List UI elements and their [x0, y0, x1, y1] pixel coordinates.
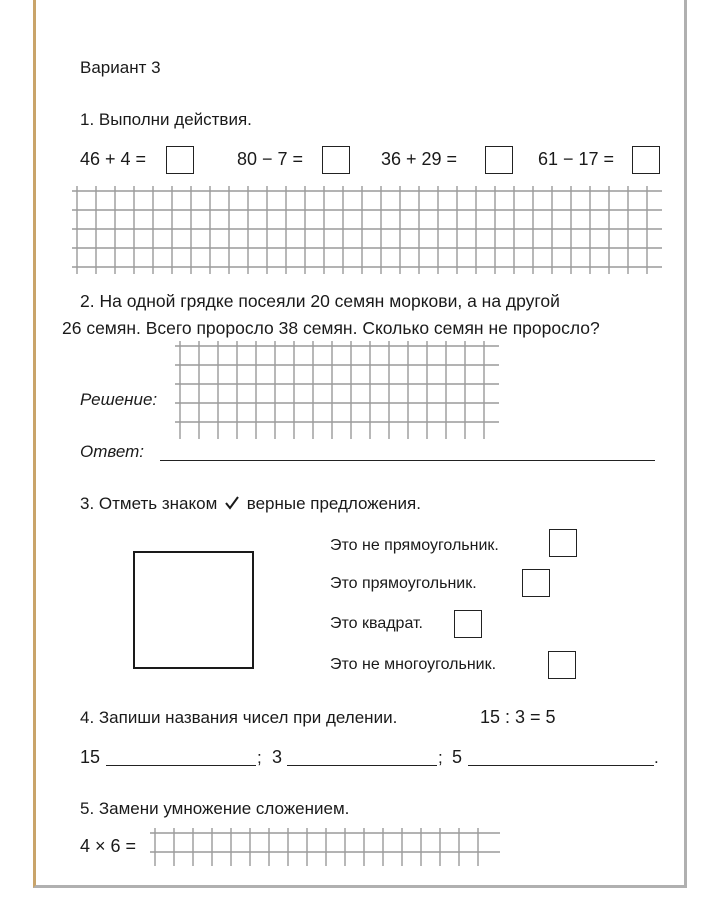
task4-example: 15 : 3 = 5	[480, 707, 556, 727]
answer-box-1[interactable]	[166, 146, 194, 174]
task4-blank-2[interactable]	[287, 765, 437, 766]
statement-1: Это не прямоугольник.	[330, 537, 499, 554]
statement-4-checkbox[interactable]	[548, 651, 576, 679]
answer-box-4[interactable]	[632, 146, 660, 174]
task4-sep-1: ;	[257, 748, 262, 767]
task4-end: .	[654, 748, 659, 767]
statement-2: Это прямоугольник.	[330, 575, 477, 592]
task1-expr-4: 61 − 17 =	[538, 149, 615, 169]
task4-blank-3[interactable]	[468, 765, 654, 766]
statement-1-checkbox[interactable]	[549, 529, 577, 557]
solution-label: Решение:	[80, 390, 158, 409]
square-figure	[133, 551, 254, 669]
task3-heading	[80, 494, 421, 514]
task5-heading: 5. Замени умножение сложением.	[80, 799, 350, 818]
task5-expr: 4 × 6 =	[80, 836, 137, 856]
task2-line2: 26 семян. Всего проросло 38 семян. Сколько семян не проросло?	[62, 318, 600, 338]
checkmark-icon	[224, 496, 240, 510]
statement-2-checkbox[interactable]	[522, 569, 550, 597]
task1-expr-3: 36 + 29 =	[381, 149, 458, 169]
answer-line[interactable]	[160, 460, 655, 461]
task5-grid[interactable]	[150, 828, 500, 866]
statement-4: Это не многоугольник.	[330, 656, 497, 673]
task1-grid[interactable]	[72, 186, 662, 274]
task3-heading-a: 3. Отметь знаком	[80, 494, 218, 513]
statement-3-checkbox[interactable]	[454, 610, 482, 638]
variant-title: Вариант 3	[80, 58, 161, 77]
task2-solution-grid[interactable]	[175, 341, 499, 439]
answer-box-3[interactable]	[485, 146, 513, 174]
task2-line1: 2. На одной грядке посеяли 20 семян моркови, а на другой	[80, 291, 560, 311]
task4-heading: 4. Запиши названия чисел при делении.	[80, 708, 398, 727]
task1-expr-1: 46 + 4 =	[80, 149, 147, 169]
task3-heading-b: верные предложения.	[246, 494, 421, 513]
answer-label: Ответ:	[80, 442, 145, 461]
task4-blank-1[interactable]	[106, 765, 256, 766]
statement-3: Это квадрат.	[330, 615, 423, 632]
task1-expr-2: 80 − 7 =	[237, 149, 304, 169]
task4-number-3: 3	[272, 747, 283, 767]
task1-heading: 1. Выполни действия.	[80, 110, 252, 129]
task4-number-5: 5	[452, 747, 463, 767]
task4-sep-2: ;	[438, 748, 443, 767]
task4-number-15: 15	[80, 747, 101, 767]
answer-box-2[interactable]	[322, 146, 350, 174]
